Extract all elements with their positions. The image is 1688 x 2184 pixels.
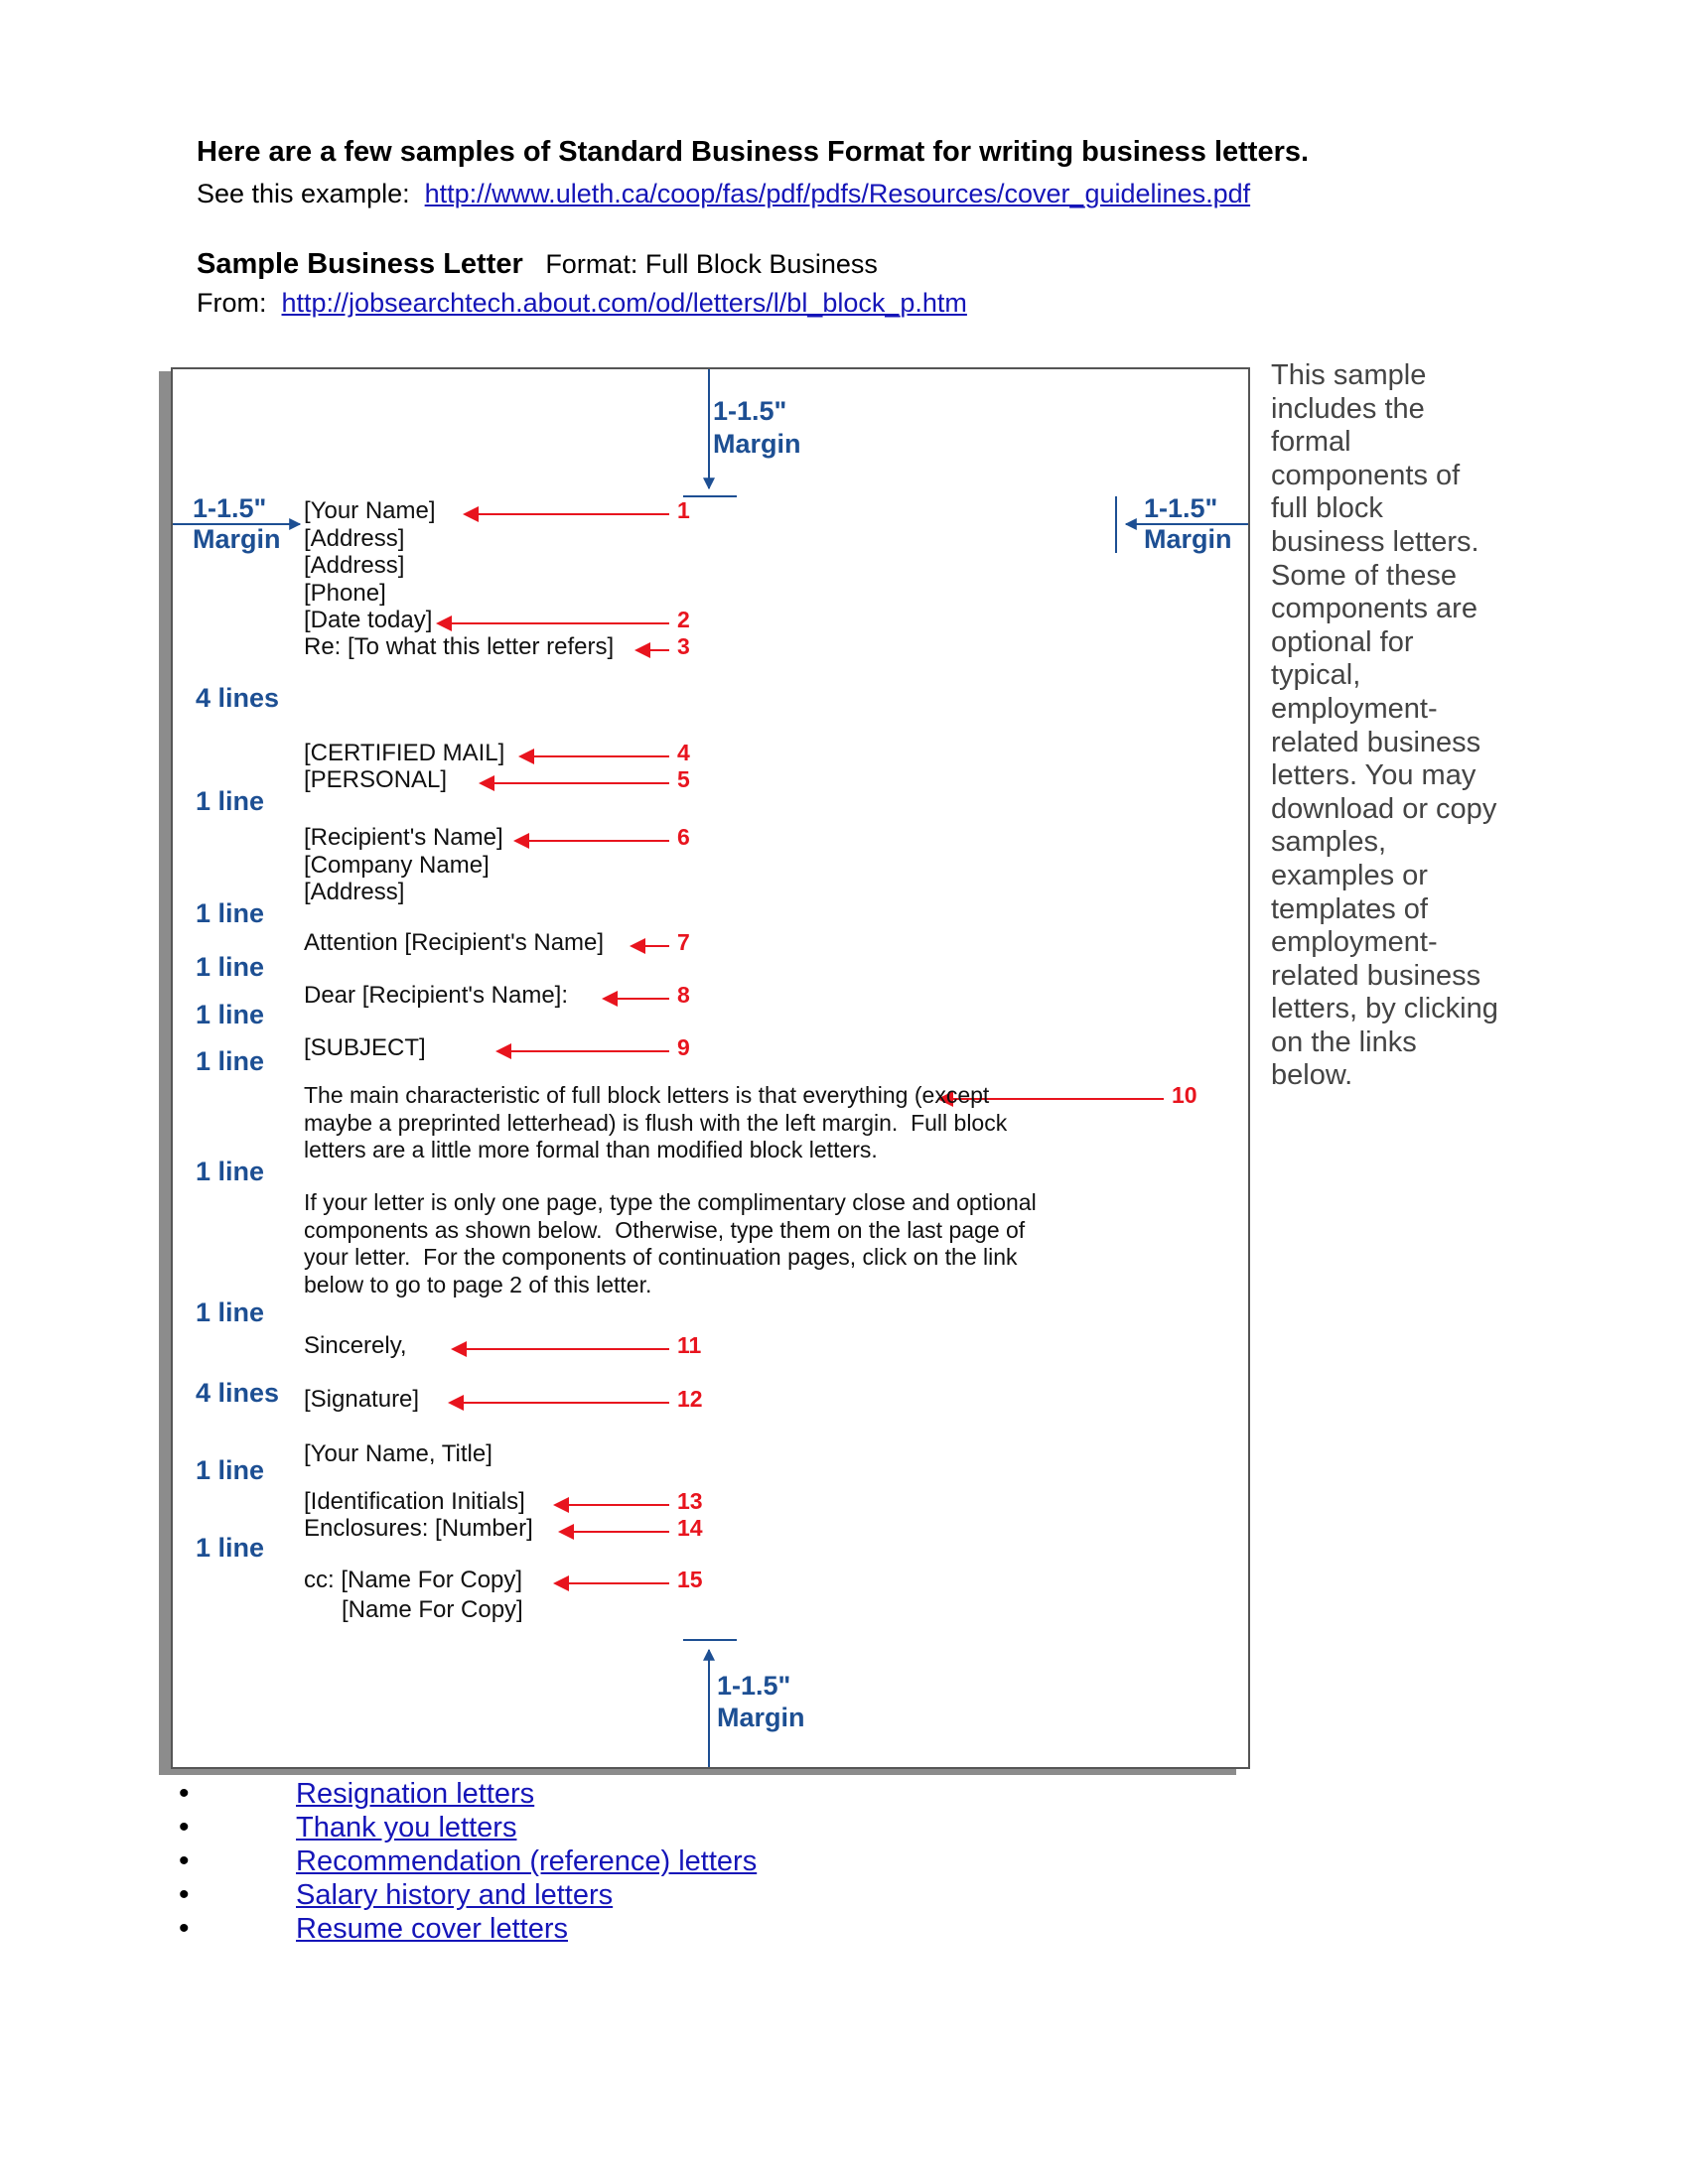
callout-number: 11 xyxy=(677,1332,702,1358)
salary-history-link[interactable]: Salary history and letters xyxy=(296,1879,614,1911)
callout-number: 8 xyxy=(677,982,690,1008)
list-item xyxy=(0,1777,894,1811)
see-example-line xyxy=(197,179,1250,209)
spacing-label: 1 line xyxy=(196,1297,265,1327)
left-margin-word: Margin xyxy=(193,524,281,554)
letter-line: [Company Name] xyxy=(304,852,490,879)
letter-paragraph-1: The main characteristic of full block letters is that everything (except maybe a preprinted letterhead) is flush with the left margin. Full block letters are a little more formal than modified block letters. xyxy=(304,1082,1008,1162)
letter-line: [Signature] xyxy=(304,1386,420,1413)
list-item xyxy=(0,1811,894,1844)
bottom-margin-value: 1-1.5" xyxy=(717,1671,791,1701)
bullet-icon: • xyxy=(179,1912,190,1945)
bullet-icon: • xyxy=(179,1844,190,1877)
letter-line: [Identification Initials] xyxy=(304,1488,525,1515)
see-example-label: See this example: xyxy=(197,179,410,208)
callout-number: 5 xyxy=(677,766,690,792)
callout-number: 14 xyxy=(677,1515,703,1541)
top-margin-label xyxy=(713,395,801,461)
bullet-icon: • xyxy=(179,1777,190,1810)
callout-number: 12 xyxy=(677,1386,703,1412)
top-margin-value: 1-1.5" xyxy=(713,396,787,426)
letter-line: [CERTIFIED MAIL] xyxy=(304,740,505,766)
callout-number: 2 xyxy=(677,607,690,632)
callout-number: 1 xyxy=(677,497,690,523)
bullet-icon: • xyxy=(179,1878,190,1911)
callout-arrowhead xyxy=(463,506,479,522)
letter-line: [Date today] xyxy=(304,607,433,633)
letter-line: Dear [Recipient's Name]: xyxy=(304,982,569,1009)
bottom-margin-label xyxy=(717,1670,805,1733)
callout-number: 13 xyxy=(677,1488,703,1514)
sample-heading xyxy=(197,248,878,281)
callout-arrowhead xyxy=(479,775,494,791)
callout-number: 7 xyxy=(677,929,690,955)
letter-paragraph-2: If your letter is only one page, type the complimentary close and optional components as shown below. Otherwise, type them on the last page of your letter. For the components of continuation pages, click on the link below to go to page 2 of this letter. xyxy=(304,1189,1037,1297)
letter-line: [Your Name] xyxy=(304,497,436,524)
callout-arrowhead xyxy=(436,615,452,631)
resignation-letters-link[interactable]: Resignation letters xyxy=(296,1778,535,1810)
letter-line: Re: [To what this letter refers] xyxy=(304,633,615,660)
left-margin-value: 1-1.5" xyxy=(193,493,267,523)
page-title: Here are a few samples of Standard Business Format for writing business letters. xyxy=(197,136,1310,168)
letter-line: [Address] xyxy=(304,879,405,905)
callout-number: 6 xyxy=(677,824,690,850)
top-margin-word: Margin xyxy=(713,429,801,459)
right-margin-value: 1-1.5" xyxy=(1144,493,1218,523)
callout-arrowhead xyxy=(558,1524,574,1540)
resume-cover-letters-link[interactable]: Resume cover letters xyxy=(296,1913,568,1945)
letter-line: cc: [Name For Copy] xyxy=(304,1567,523,1593)
letter-line: [Your Name, Title] xyxy=(304,1440,492,1467)
letter-line: [Phone] xyxy=(304,580,386,607)
bullet-icon: • xyxy=(179,1811,190,1843)
letter-line: [PERSONAL] xyxy=(304,766,448,793)
letter-line: [Address] xyxy=(304,525,405,552)
spacing-label: 1 line xyxy=(196,1000,265,1029)
callout-arrowhead xyxy=(602,991,618,1007)
callout-number: 15 xyxy=(677,1567,703,1592)
spacing-label: 1 line xyxy=(196,786,265,816)
letter-line: [Address] xyxy=(304,552,405,579)
callout-arrowhead xyxy=(495,1043,511,1059)
callout-number: 4 xyxy=(677,740,690,765)
letter-format-figure xyxy=(171,367,1250,1769)
letter-line: Enclosures: [Number] xyxy=(304,1515,533,1542)
bottom-margin-word: Margin xyxy=(717,1703,805,1732)
spacing-label: 1 line xyxy=(196,1455,265,1485)
letter-line: Attention [Recipient's Name] xyxy=(304,929,605,956)
callout-arrows xyxy=(436,506,1164,1591)
recommendation-letters-link[interactable]: Recommendation (reference) letters xyxy=(296,1845,758,1877)
spacing-label: 1 line xyxy=(196,1533,265,1563)
callout-arrowhead xyxy=(448,1395,464,1411)
callout-arrowhead xyxy=(513,833,529,849)
callout-arrowhead xyxy=(518,749,534,764)
uleth-guidelines-link[interactable]: http://www.uleth.ca/coop/fas/pdf/pdfs/Resources/cover_guidelines.pdf xyxy=(424,179,1251,208)
callout-arrowhead xyxy=(451,1341,467,1357)
callout-arrowhead xyxy=(630,938,645,954)
callout-arrowhead xyxy=(553,1575,569,1591)
thank-you-letters-link[interactable]: Thank you letters xyxy=(296,1812,517,1843)
right-margin-word: Margin xyxy=(1144,524,1232,554)
left-margin-label xyxy=(193,493,281,555)
list-item xyxy=(0,1878,894,1912)
letter-line: Sincerely, xyxy=(304,1332,407,1359)
letter-line: [Recipient's Name] xyxy=(304,824,503,851)
callout-arrowhead xyxy=(634,642,650,658)
callout-number: 10 xyxy=(1172,1082,1197,1108)
spacing-label: 1 line xyxy=(196,898,265,928)
sample-title: Sample Business Letter xyxy=(197,248,523,280)
spacing-label: 4 lines xyxy=(196,683,280,713)
from-line xyxy=(197,288,967,319)
letter-line: [Name For Copy] xyxy=(342,1596,523,1623)
from-label: From: xyxy=(197,288,267,318)
callout-number: 9 xyxy=(677,1034,690,1060)
format-label: Format: Full Block Business xyxy=(545,249,878,279)
right-margin-label xyxy=(1144,493,1232,555)
jobsearchtech-link[interactable]: http://jobsearchtech.about.com/od/letters/l/bl_block_p.htm xyxy=(281,288,967,318)
spacing-label: 1 line xyxy=(196,1046,265,1076)
callout-number: 3 xyxy=(677,633,690,659)
side-note: This sample includes the formal components of full block business letters. Some of these components are optional for typical, employment-related business letters. You may download or copy samples, examples or templates of employment-related business letters, by clicking on the links below. xyxy=(1271,359,1498,1092)
spacing-label: 4 lines xyxy=(196,1378,280,1408)
spacing-label: 1 line xyxy=(196,952,265,982)
list-item xyxy=(0,1844,894,1878)
list-item xyxy=(0,1912,894,1946)
callout-arrowhead xyxy=(553,1497,569,1513)
spacing-label: 1 line xyxy=(196,1157,265,1186)
letter-line: [SUBJECT] xyxy=(304,1034,426,1061)
